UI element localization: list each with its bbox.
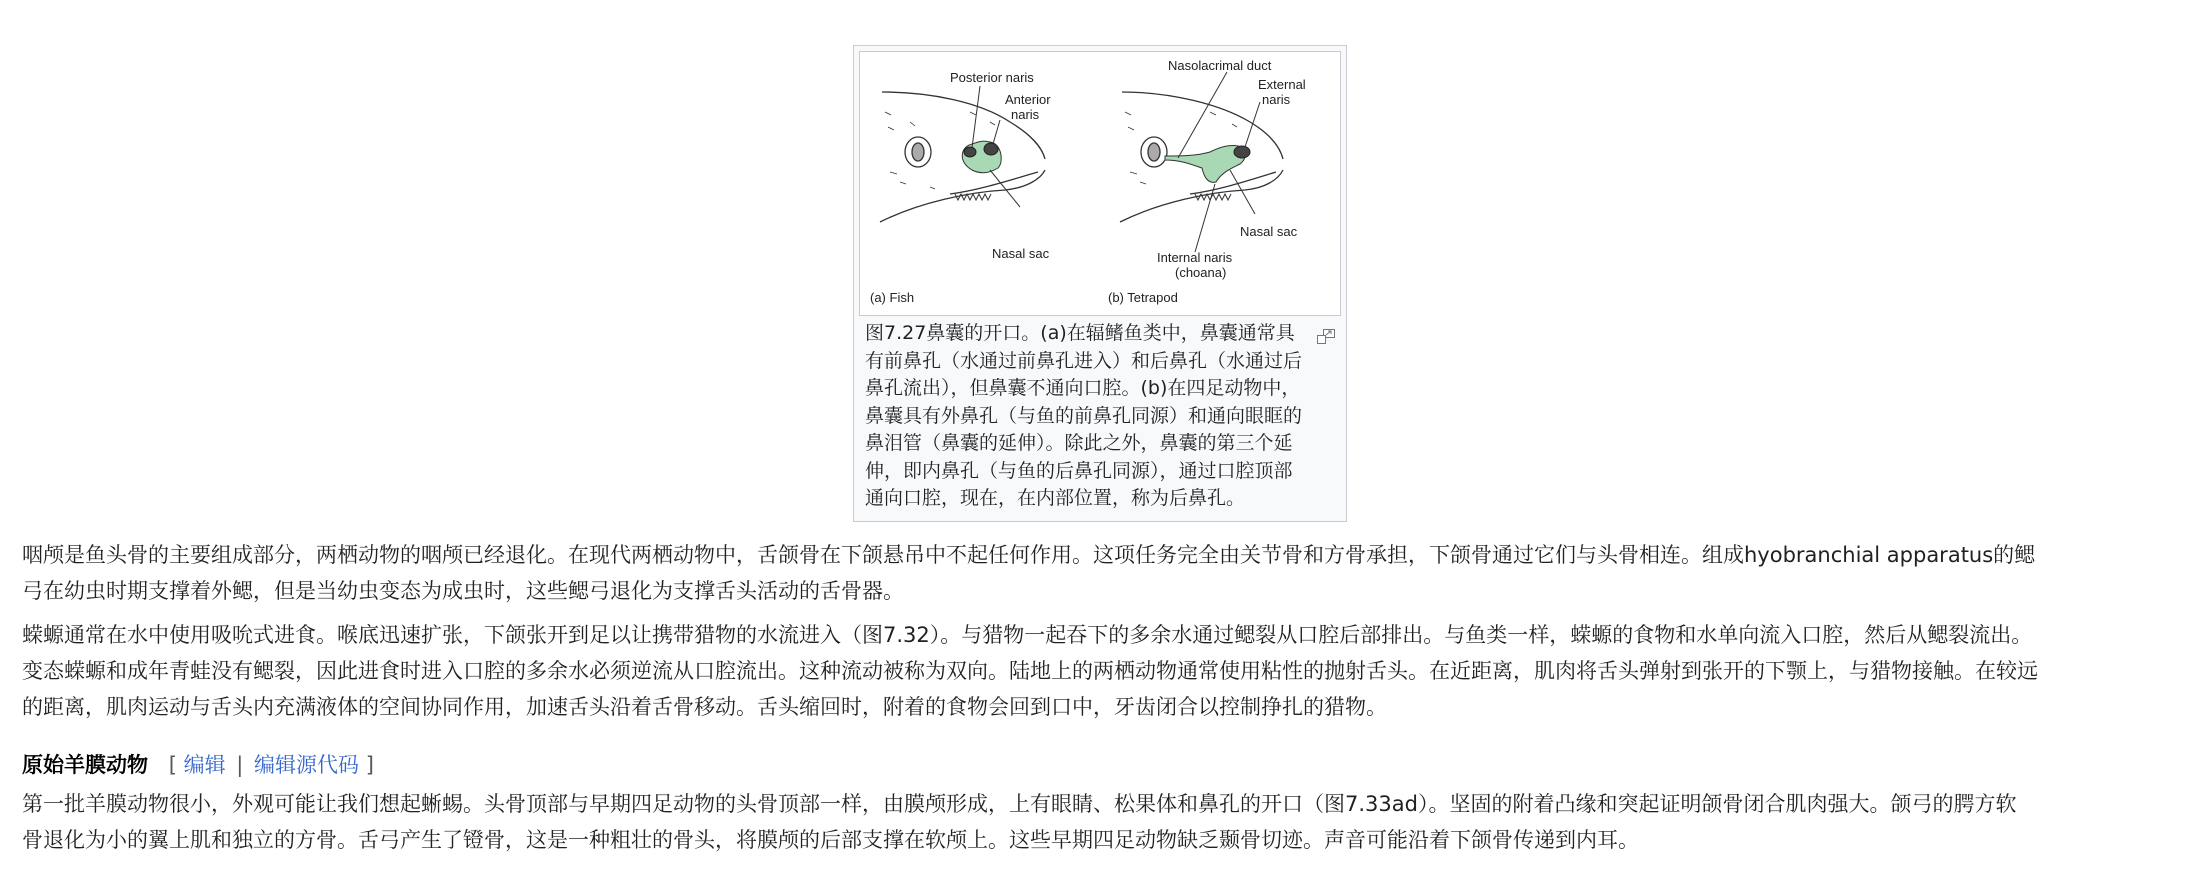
figure-caption [865,320,1335,513]
tetrapod-label-external-naris-1: External [1258,77,1306,92]
section-title: 原始羊膜动物 [22,753,148,777]
fish-label-anterior-naris-1: Anterior [1005,92,1051,107]
paragraph-line: 蝾螈通常在水中使用吸吮式进食。喉底迅速扩张，下颌张开到足以让携带猎物的水流进入（图7.32）。与猎物一起吞下的多余水通过鳃裂从口腔后部排出。与鱼类一样，蝾螈的食物和水单向流入口腔，然后从鳃裂流出。 [22,623,2033,647]
bracket-close: ] [365,753,374,777]
edit-link[interactable]: 编辑 [183,753,226,777]
magnify-icon[interactable] [1317,325,1335,340]
tetrapod-label-internal-naris-2: (choana) [1175,265,1227,280]
caption-line: 伸，即内鼻孔（与鱼的后鼻孔同源），通过口腔顶部 [865,459,1293,482]
nasal-sac-diagram [860,52,1340,315]
paragraph-primitive-amniotes [22,786,2172,858]
section-heading [22,747,374,783]
tetrapod-label-internal-naris-1: Internal naris [1157,250,1233,265]
tetrapod-label-nasolacrimal-duct: Nasolacrimal duct [1168,58,1272,73]
tetrapod-panel-label: (b) Tetrapod [1108,290,1178,305]
caption-line: 鼻泪管（鼻囊的延伸）。除此之外，鼻囊的第三个延 [865,432,1293,454]
caption-line: 有前鼻孔（水通过前鼻孔进入）和后鼻孔（水通过后 [865,349,1303,372]
caption-line: 鼻孔流出），但鼻囊不通向口腔。(b)在四足动物中， [865,377,1301,399]
figure-image[interactable] [859,51,1341,316]
fish-panel-label: (a) Fish [870,290,915,305]
caption-line: 鼻囊具有外鼻孔（与鱼的前鼻孔同源）和通向眼眶的 [865,404,1303,427]
paragraph-line: 弓在幼虫时期支撑着外鳃，但是当幼虫变态为成虫时，这些鳃弓退化为支撑舌头活动的舌骨器。 [22,579,904,603]
paragraph-pharyngeal-skull [22,537,2172,609]
bracket-open: [ [168,753,177,777]
fish-label-anterior-naris-2: naris [1011,107,1040,122]
fish-label-nasal-sac: Nasal sac [992,246,1050,261]
edit-section-links [169,753,374,777]
paragraph-salamander-feeding [22,617,2172,725]
caption-line: 图7.27鼻囊的开口。(a)在辐鳍鱼类中，鼻囊通常具 [865,322,1295,344]
paragraph-line: 骨退化为小的翼上肌和独立的方骨。舌弓产生了镫骨，这是一种粗壮的骨头，将膜颅的后部支撑在软颅上。这些早期四足动物缺乏颞骨切迹。声音可能沿着下颌骨传递到内耳。 [22,828,1639,852]
paragraph-line: 变态蝾螈和成年青蛙没有鳃裂，因此进食时进入口腔的多余水必须逆流从口腔流出。这种流动被称为双向。陆地上的两栖动物通常使用粘性的抛射舌头。在近距离，肌肉将舌头弹射到张开的下颚上，与猎物接触。在较远 [22,659,2038,683]
tetrapod-label-nasal-sac: Nasal sac [1240,224,1298,239]
tetrapod-label-external-naris-2: naris [1262,92,1291,107]
paragraph-line: 咽颅是鱼头骨的主要组成部分，两栖动物的咽颅已经退化。在现代两栖动物中，舌颌骨在下颌悬吊中不起任何作用。这项任务完全由关节骨和方骨承担，下颌骨通过它们与头骨相连。组成hyobranchial apparatus的鳃 [22,543,2036,567]
edit-link-separator: | [236,753,244,777]
caption-line: 通向口腔，现在，在内部位置，称为后鼻孔。 [865,487,1246,509]
tetrapod-nasal-sac [1165,145,1245,182]
fish-label-posterior-naris: Posterior naris [950,70,1034,85]
paragraph-line: 第一批羊膜动物很小，外观可能让我们想起蜥蜴。头骨顶部与早期四足动物的头骨顶部一样，由膜颅形成，上有眼睛、松果体和鼻孔的开口（图7.33ad）。坚固的附着凸缘和突起证明颌骨闭合肌肉强大。颌弓的腭方软 [22,792,2017,816]
figure-thumbnail [853,45,1347,522]
edit-source-link[interactable]: 编辑源代码 [254,753,360,777]
paragraph-line: 的距离，肌肉运动与舌头内充满液体的空间协同作用，加速舌头沿着舌骨移动。舌头缩回时，附着的食物会回到口中，牙齿闭合以控制挣扎的猎物。 [22,695,1387,719]
